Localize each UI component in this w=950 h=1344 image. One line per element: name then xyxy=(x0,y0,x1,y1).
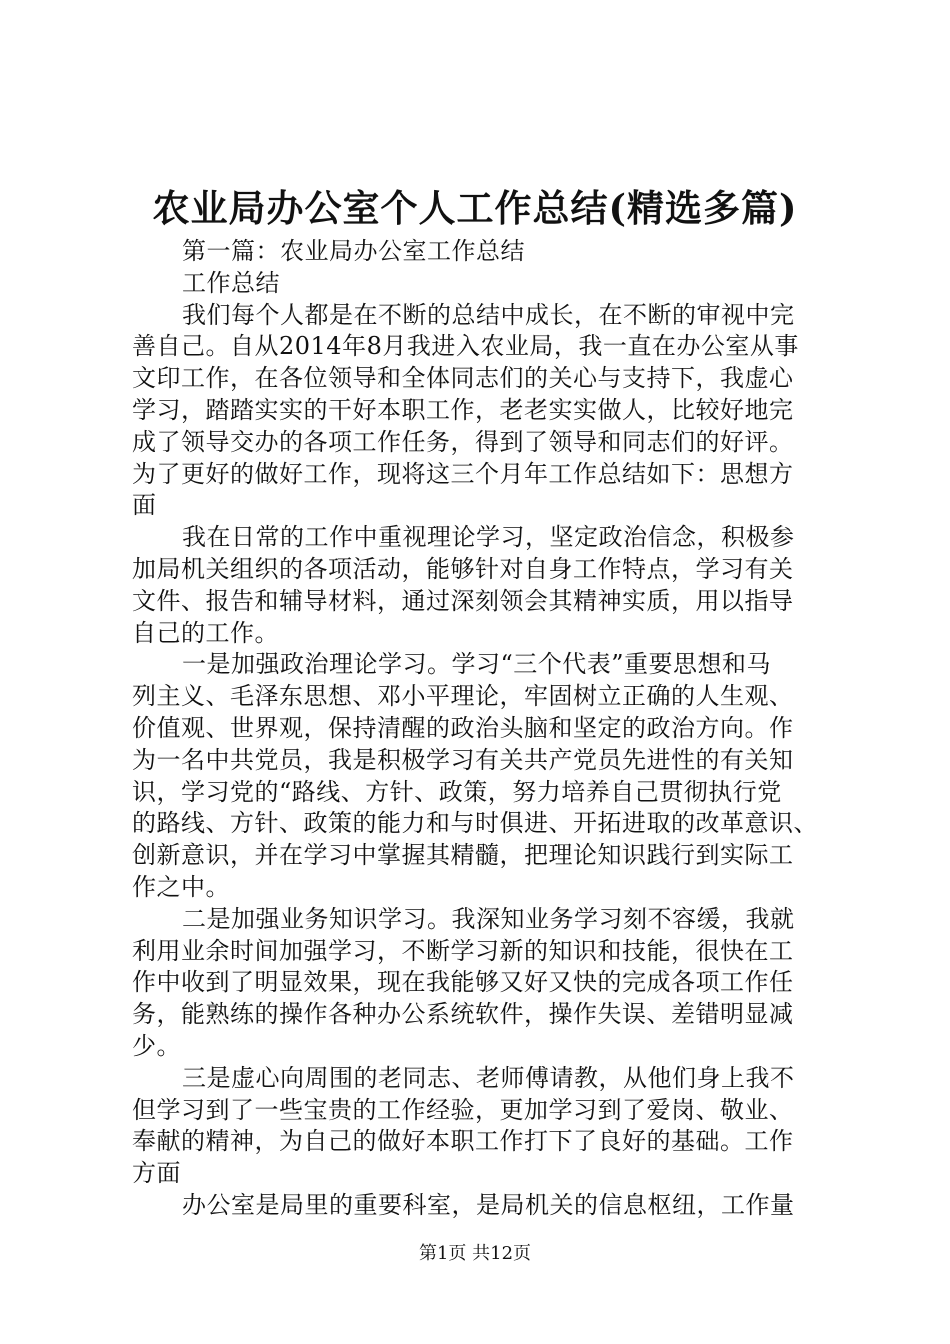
page-footer: 第1页 共12页 xyxy=(418,1243,532,1264)
text-line: 文件、报告和辅导材料，通过深刻领会其精神实质，用以指导 xyxy=(132,586,794,615)
text-line: 作中收到了明显效果，现在我能够又好又快的完成各项工作任 xyxy=(132,968,794,997)
text-line: 方面 xyxy=(132,1159,181,1188)
text-line: 办公室是局里的重要科室，是局机关的信息枢纽，工作量 xyxy=(182,1190,795,1219)
text-line: 文印工作，在各位领导和全体同志们的关心与支持下，我虚心 xyxy=(132,364,794,393)
text-line: 创新意识，并在学习中掌握其精髓，把理论知识践行到实际工 xyxy=(132,841,794,870)
text-line: 为一名中共党员，我是积极学习有关共产党员先进性的有关知 xyxy=(132,745,794,774)
document-body xyxy=(132,236,832,1222)
text-line: 少。 xyxy=(132,1031,181,1060)
text-line: 三是虚心向周围的老同志、老师傅请教，从他们身上我不 xyxy=(182,1063,795,1092)
text-line: 但学习到了一些宝贵的工作经验，更加学习到了爱岗、敬业、 xyxy=(132,1095,794,1124)
text-line: 利用业余时间加强学习，不断学习新的知识和技能，很快在工 xyxy=(132,936,794,965)
text-line: 为了更好的做好工作，现将这三个月年工作总结如下：思想方 xyxy=(132,459,794,488)
text-line: 第一篇：农业局办公室工作总结 xyxy=(182,237,525,265)
text-line: 善自己。自从2014年8月我进入农业局，我一直在办公室从事 xyxy=(132,332,799,361)
text-line: 二是加强业务知识学习。我深知业务学习刻不容缓，我就 xyxy=(182,904,795,933)
document-title: 农业局办公室个人工作总结(精选多篇) xyxy=(152,186,798,230)
text-line: 的路线、方针、政策的能力和与时俱进、开拓进取的改革意识、 xyxy=(132,809,818,838)
text-line: 我们每个人都是在不断的总结中成长，在不断的审视中完 xyxy=(182,300,795,329)
text-line: 务，能熟练的操作各种办公系统软件，操作失误、差错明显减 xyxy=(132,1000,794,1029)
text-line: 奉献的精神，为自己的做好本职工作打下了良好的基础。工作 xyxy=(132,1127,794,1156)
text-line: 价值观、世界观，保持清醒的政治头脑和坚定的政治方向。作 xyxy=(132,713,794,742)
text-line: 一是加强政治理论学习。学习“三个代表”重要思想和马 xyxy=(182,650,772,679)
text-line: 我在日常的工作中重视理论学习，坚定政治信念，积极参 xyxy=(182,523,795,552)
text-line: 列主义、毛泽东思想、邓小平理论，牢固树立正确的人生观、 xyxy=(132,682,794,711)
text-line: 面 xyxy=(132,491,157,520)
text-line: 工作总结 xyxy=(182,268,280,297)
text-line: 加局机关组织的各项活动，能够针对自身工作特点，学习有关 xyxy=(132,554,794,583)
text-line: 识，学习党的“路线、方针、政策，努力培养自己贯彻执行党 xyxy=(132,777,782,806)
text-line: 自己的工作。 xyxy=(132,618,279,647)
text-line: 作之中。 xyxy=(132,872,230,901)
text-line: 成了领导交办的各项工作任务，得到了领导和同志们的好评。 xyxy=(132,427,794,456)
text-line: 学习，踏踏实实的干好本职工作，老老实实做人，比较好地完 xyxy=(132,395,794,424)
